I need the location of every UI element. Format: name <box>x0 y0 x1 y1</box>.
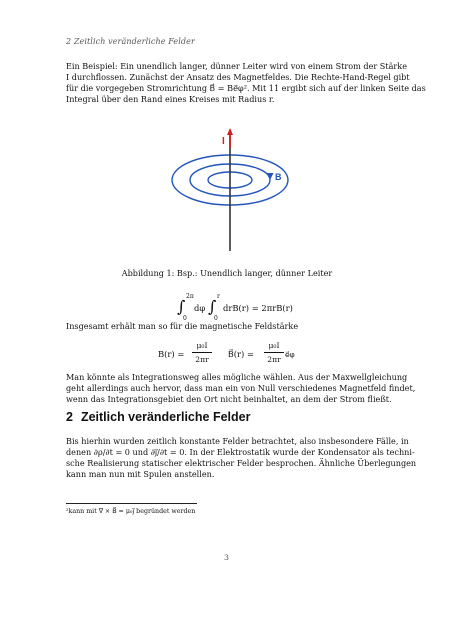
field-label: B <box>275 172 282 182</box>
equation-rhs: drB(r) = 2πrB(r) <box>223 303 293 313</box>
text-line: kann man nun mit Spulen anstellen. <box>66 469 215 479</box>
running-header: 2 Zeitlich veränderliche Felder <box>66 37 195 46</box>
text-line: Man könnte als Integrationsweg alles mögliche wählen. Aus der Maxwellgleichung <box>66 372 408 382</box>
integral-sign: ∫ <box>208 297 217 316</box>
footnote: ²kann mit ∇⃗ × B⃗ = μ₀j⃗ begründet werden <box>66 508 196 515</box>
text-line: geht allerdings auch hervor, dass man ein von Null verschiedenes Magnetfeld findet, <box>66 383 416 393</box>
fraction-denominator: 2πr <box>195 355 209 364</box>
integral-upper-limit: 2π <box>186 293 194 300</box>
integral-lower-limit: 0 <box>214 315 218 322</box>
fraction-denominator: 2πr <box>267 355 281 364</box>
equation-lhs: B⃗(r) = <box>228 349 254 359</box>
text-line: Integral über den Rand eines Kreises mit Radius r. <box>66 94 275 104</box>
text-line: Ein Beispiel: Ein unendlich langer, dünner Leiter wird von einem Strom der Stärke <box>66 61 407 71</box>
section-title: Zeitlich veränderliche Felder <box>80 410 251 424</box>
unit-vector: e⃗φ <box>285 350 295 359</box>
field-arrowhead <box>267 173 274 180</box>
fraction-bar <box>192 352 212 353</box>
differential-phi: dφ <box>194 303 206 313</box>
lead-in-text <box>66 321 388 332</box>
text-line: I durchflossen. Zunächst der Ansatz des Magnetfeldes. Die Rechte-Hand-Regel gibt <box>66 72 410 82</box>
integral-sign: ∫ <box>177 297 186 316</box>
current-arrowhead <box>227 128 233 135</box>
footnote-rule <box>66 503 197 504</box>
text-line: sche Realisierung statischer elektrischer Felder besprochen. Ähnliche Überlegungen <box>66 458 417 468</box>
intro-paragraph <box>66 61 426 105</box>
equation-lhs: B(r) = <box>158 349 185 359</box>
text-line: denen ∂ρ/∂t = 0 und ∂j⃗/∂t = 0. In der Elektrostatik wurde der Kondensator als techni- <box>66 447 415 457</box>
section-number: 2 <box>66 410 73 424</box>
fraction-bar <box>264 352 284 353</box>
wire-field-figure <box>168 128 294 252</box>
current-label: I <box>222 136 225 147</box>
text-line: Bis hierhin wurden zeitlich konstante Felder betrachtet, also insbesondere Fälle, in <box>66 436 409 446</box>
text-line: Insgesamt erhält man so für die magnetische Feldstärke <box>66 321 299 331</box>
wire-field-diagram <box>168 128 294 252</box>
fraction-numerator: μ₀I <box>196 341 208 350</box>
fraction-numerator: μ₀I <box>268 341 280 350</box>
text-line: für die vorgegeben Stromrichtung B⃗ = Be⃗φ². Mit 11 ergibt sich auf der linken Seite das <box>66 83 426 93</box>
paragraph-maxwell <box>66 372 416 405</box>
page-number: 3 <box>224 553 229 562</box>
paragraph-section-intro <box>66 436 417 480</box>
equation-field-strength <box>158 341 298 369</box>
figure-caption: Abbildung 1: Bsp.: Unendlich langer, dünner Leiter <box>121 268 333 278</box>
integral-upper-limit: r <box>217 293 220 300</box>
section-heading <box>66 410 250 424</box>
text-line: wenn das Integrationsgebiet den Ort nicht beinhaltet, an dem der Strom fließt. <box>66 394 392 404</box>
integral-lower-limit: 0 <box>183 315 187 322</box>
